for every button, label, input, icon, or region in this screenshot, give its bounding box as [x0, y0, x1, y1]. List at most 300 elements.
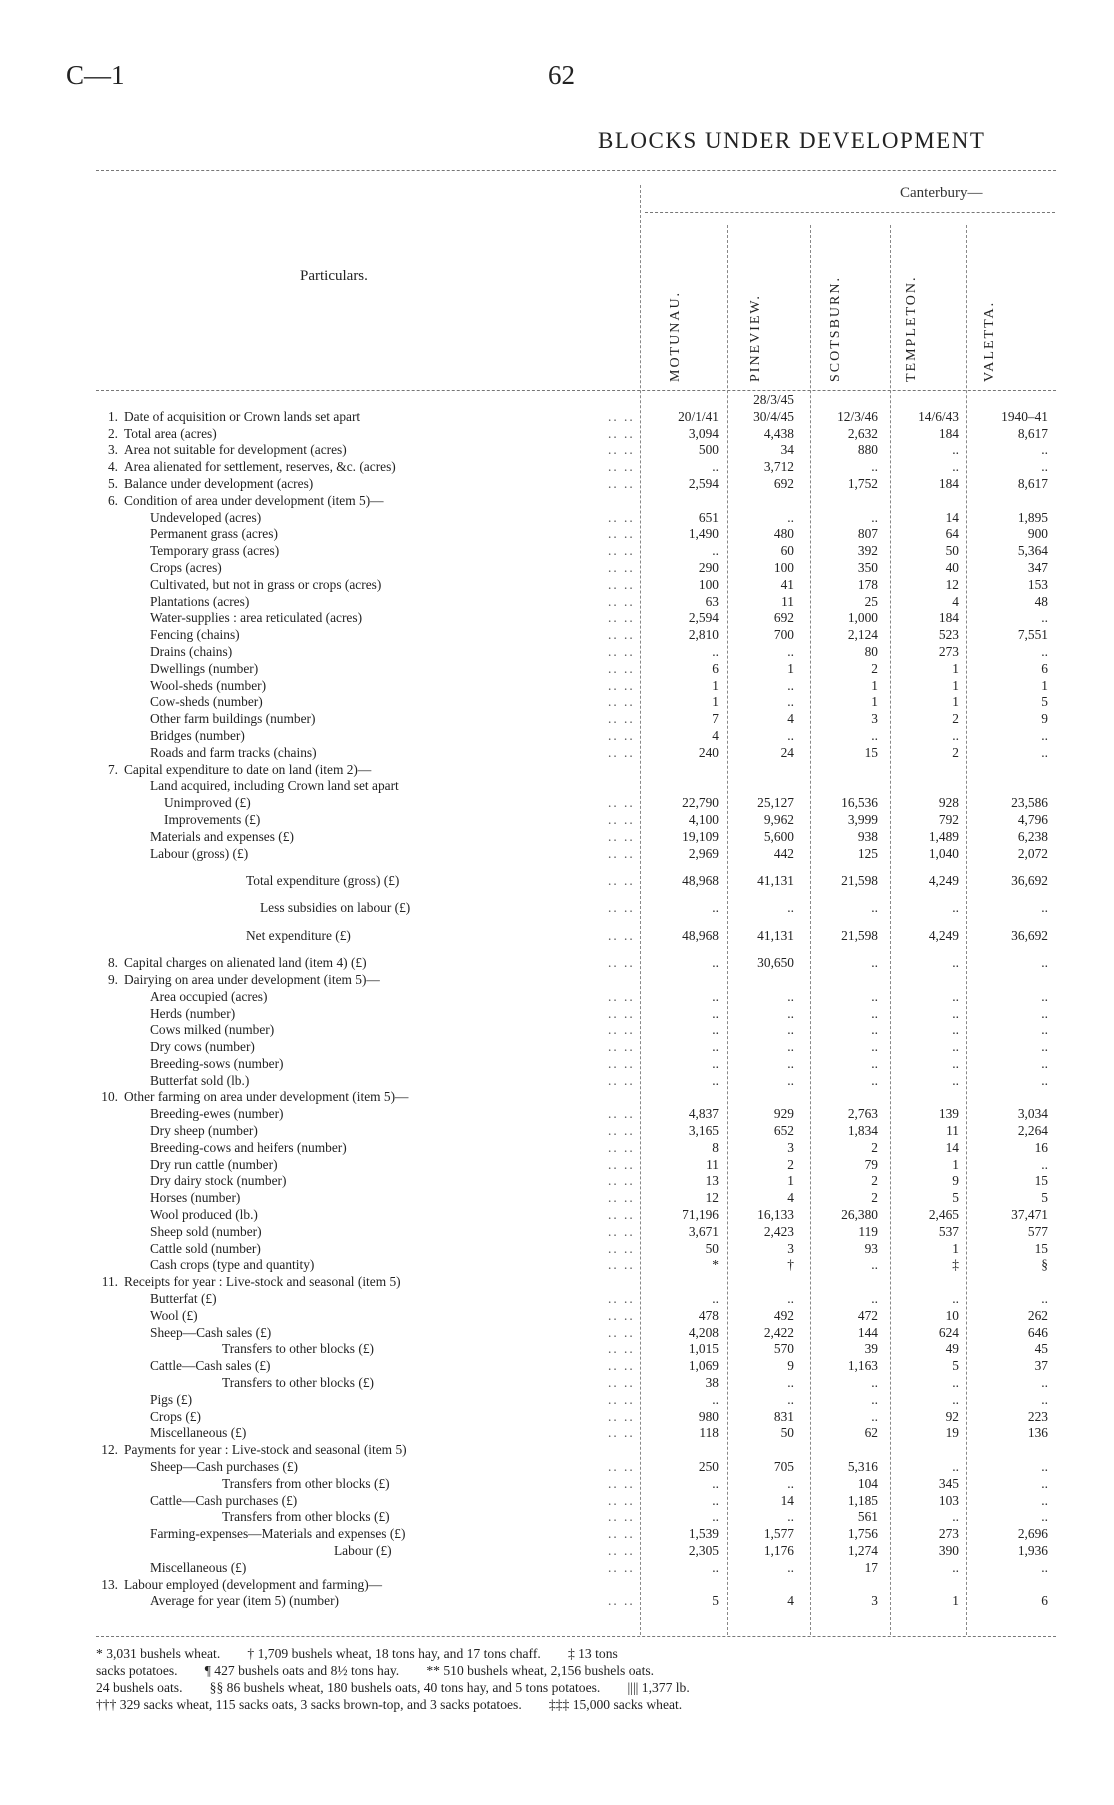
table-cell: 3,999 [847, 811, 878, 827]
table-cell: 2,594 [688, 610, 719, 626]
table-row [88, 1022, 1048, 1039]
table-cell: .. [712, 1039, 719, 1055]
table-cell: ‡ [952, 1257, 959, 1273]
leader-dots: .. .. [608, 1257, 635, 1273]
table-cell: .. [952, 1055, 959, 1071]
leader-dots: .. .. [608, 988, 635, 1004]
table-cell: 23,586 [1011, 795, 1048, 811]
table-cell: .. [712, 1509, 719, 1525]
leader-dots: .. .. [608, 677, 635, 693]
table-cell: .. [1041, 1459, 1048, 1475]
table-cell: 4 [952, 593, 959, 609]
table-cell: .. [787, 1291, 794, 1307]
row-label: Dry cows (number) [150, 1039, 255, 1055]
column-header: TEMPLETON. [904, 275, 919, 382]
row-label: Undeveloped (acres) [150, 509, 262, 525]
table-cell: 30,650 [757, 955, 794, 971]
table-row [88, 1190, 1048, 1207]
table-cell: 2,465 [928, 1207, 959, 1223]
table-cell: .. [1041, 1291, 1048, 1307]
table-row [88, 795, 1048, 812]
table-cell: 15 [1034, 1240, 1048, 1256]
table-cell: 1,069 [688, 1358, 719, 1374]
table-cell: .. [871, 1072, 878, 1088]
row-label: Cattle—Cash sales (£) [150, 1358, 271, 1374]
table-cell: .. [1041, 1022, 1048, 1038]
table-cell: 40 [945, 559, 959, 575]
leader-dots: .. .. [608, 593, 635, 609]
table-cell: 9,962 [763, 811, 794, 827]
leader-dots: .. .. [608, 845, 635, 861]
table-cell: 5 [1041, 694, 1048, 710]
page-number: 62 [548, 60, 575, 90]
row-number: 5. [107, 475, 118, 491]
table-cell: 1,176 [763, 1543, 794, 1558]
table-cell: .. [1041, 643, 1048, 659]
table-cell: 1,163 [847, 1358, 878, 1374]
row-label: Improvements (£) [164, 811, 261, 827]
table-row [88, 1526, 1048, 1543]
table-row [88, 643, 1048, 661]
table-cell: 1,577 [763, 1526, 794, 1542]
table-cell: 392 [857, 543, 878, 559]
table-cell: 184 [938, 425, 959, 441]
table-cell: .. [871, 1039, 878, 1055]
row-label: Wool (£) [150, 1307, 198, 1323]
table-cell: 119 [858, 1223, 878, 1239]
table-cell: .. [952, 1039, 959, 1055]
leader-dots: .. .. [608, 1022, 635, 1038]
table-cell: .. [952, 1022, 959, 1038]
table-cell: 50 [705, 1240, 719, 1256]
table-row [88, 1459, 1048, 1476]
table-cell: 1 [952, 694, 959, 710]
table-row [88, 1425, 1048, 1442]
table-cell: 15 [1034, 1173, 1048, 1189]
table-row [88, 925, 1048, 947]
table-cell: 1,539 [688, 1526, 719, 1542]
table-cell: 537 [938, 1223, 959, 1239]
table-cell: 50 [780, 1425, 794, 1441]
table-cell: † [787, 1257, 794, 1273]
table-cell: 4,249 [928, 873, 959, 889]
leader-dots: .. .. [608, 643, 635, 659]
table-row [88, 778, 1038, 795]
table-cell: 3,094 [688, 425, 719, 441]
table-cell: 1,752 [847, 475, 878, 491]
row-label: Pigs (£) [150, 1391, 193, 1407]
table-cell: 7,551 [1017, 627, 1048, 643]
table-cell: 184 [938, 610, 959, 626]
table-cell: 240 [698, 744, 719, 760]
row-label: Bridges (number) [150, 727, 245, 743]
table-row [88, 526, 1048, 543]
table-cell: .. [871, 1291, 878, 1307]
row-label: Sheep sold (number) [150, 1223, 262, 1239]
table-cell: 5,364 [1017, 543, 1048, 559]
table-cell: 4 [712, 727, 719, 743]
table-cell: 1,936 [1017, 1543, 1048, 1558]
table-cell: 2,264 [1017, 1123, 1048, 1139]
table-row [88, 509, 1048, 527]
table-cell: 3,671 [688, 1223, 719, 1239]
table-cell: .. [952, 1509, 959, 1525]
row-label: Average for year (item 5) (number) [150, 1593, 339, 1609]
row-label: Balance under development (acres) [124, 475, 314, 491]
table-cell: 2 [871, 1139, 878, 1155]
leader-dots: .. .. [608, 1391, 635, 1407]
table-cell: 1 [952, 1156, 959, 1172]
table-cell: 14/6/43 [918, 408, 959, 424]
table-cell: .. [787, 1005, 794, 1021]
table-cell: .. [787, 1391, 794, 1407]
table-cell: .. [787, 1055, 794, 1071]
table-cell: 350 [857, 559, 878, 575]
table-cell: 24 [780, 744, 794, 760]
table-cell: .. [712, 1391, 719, 1407]
table-cell: 2 [871, 660, 878, 676]
row-spacer [88, 947, 1038, 955]
table-cell: 570 [773, 1341, 794, 1357]
table-cell: 223 [1027, 1408, 1048, 1424]
leader-dots: .. .. [608, 1593, 635, 1609]
table-cell: 22,790 [682, 795, 719, 811]
table-cell: .. [712, 643, 719, 659]
table-cell: .. [787, 727, 794, 743]
table-cell: .. [1041, 1375, 1048, 1391]
table-row [88, 1492, 1048, 1510]
row-label: Crops (acres) [150, 559, 222, 575]
table-row [88, 1240, 1048, 1258]
table-cell: 12 [945, 576, 959, 592]
table-row [88, 1509, 1048, 1526]
table-cell: 178 [857, 576, 878, 592]
table-cell: .. [1041, 955, 1048, 971]
table-cell: 2,810 [688, 627, 719, 643]
table-row [88, 1442, 1038, 1459]
leader-dots: .. .. [608, 543, 635, 559]
leader-dots: .. .. [608, 1475, 635, 1491]
table-cell: .. [787, 1375, 794, 1391]
table-row [88, 1106, 1048, 1123]
row-label: Sheep—Cash purchases (£) [150, 1459, 299, 1475]
row-label: Breeding-cows and heifers (number) [150, 1139, 347, 1155]
table-cell: .. [1041, 1072, 1048, 1088]
leader-dots: .. .. [608, 526, 635, 542]
table-cell: 153 [1027, 576, 1048, 592]
table-cell: 11 [706, 1156, 719, 1172]
table-cell: 48,968 [682, 873, 719, 889]
table-cell: .. [871, 1257, 878, 1273]
table-cell: .. [871, 900, 878, 916]
table-cell: .. [787, 1509, 794, 1525]
table-cell: 5,600 [763, 828, 794, 844]
table-cell: 21,598 [841, 873, 878, 889]
leader-dots: .. .. [608, 509, 635, 525]
table-cell: 1 [952, 660, 959, 676]
table-cell: .. [952, 459, 959, 475]
row-number: 6. [107, 492, 118, 508]
table-cell: .. [1041, 1156, 1048, 1172]
table-cell: .. [952, 988, 959, 1004]
table-cell: 792 [938, 811, 959, 827]
table-cell: .. [871, 1022, 878, 1038]
column-header: VALETTA. [982, 300, 997, 382]
table-cell: .. [952, 1459, 959, 1475]
table-cell: 2,422 [763, 1324, 794, 1340]
table-row [88, 811, 1048, 829]
leader-dots: .. .. [608, 559, 635, 575]
table-cell: 3 [787, 1139, 794, 1155]
table-row [88, 1475, 1048, 1493]
table-cell: 92 [945, 1408, 959, 1424]
table-row [88, 576, 1048, 594]
table-cell: 2 [871, 1173, 878, 1189]
table-cell: 492 [773, 1307, 794, 1323]
table-cell: .. [1041, 727, 1048, 743]
row-label: Total area (acres) [124, 425, 217, 441]
table-cell: § [1041, 1257, 1048, 1273]
table-cell: 2,969 [688, 845, 719, 861]
table-cell: 2 [952, 711, 959, 727]
table-cell: 34 [780, 442, 794, 458]
leader-dots: .. .. [608, 828, 635, 844]
table-row [88, 493, 1038, 510]
table-cell: 8,617 [1017, 425, 1048, 441]
leader-dots: .. .. [608, 1526, 635, 1542]
document-title: BLOCKS UNDER DEVELOPMENT [598, 128, 986, 153]
leader-dots: .. .. [608, 1072, 635, 1088]
row-number: 1. [107, 408, 118, 424]
table-cell: 5,316 [847, 1459, 878, 1475]
table-cell: .. [871, 1375, 878, 1391]
table-cell: 118 [699, 1425, 719, 1441]
row-number: 8. [107, 955, 118, 971]
table-cell: 2,696 [1017, 1526, 1048, 1542]
table-cell: .. [712, 1291, 719, 1307]
table-cell: 1 [871, 677, 878, 693]
table-cell: .. [787, 1072, 794, 1088]
table-cell: 646 [1027, 1324, 1048, 1340]
table-row [88, 1307, 1048, 1325]
row-label: Fencing (chains) [150, 627, 240, 643]
table-cell: 16,133 [757, 1207, 794, 1223]
table-row [88, 1005, 1048, 1023]
row-label: Capital charges on alienated land (item 4) (£) [124, 955, 367, 971]
table-cell: 8 [712, 1139, 719, 1155]
table-cell: 577 [1027, 1223, 1048, 1239]
table-cell: .. [1041, 1039, 1048, 1055]
table-cell: 2,763 [847, 1106, 878, 1122]
table-cell: .. [952, 1005, 959, 1021]
row-label: Condition of area under development (item 5)— [124, 492, 384, 508]
table-cell: 2 [952, 744, 959, 760]
table-cell: 93 [864, 1240, 878, 1256]
table-cell: .. [871, 1391, 878, 1407]
table-cell: 1 [952, 1593, 959, 1609]
leader-dots: .. .. [608, 1156, 635, 1172]
table-cell: 28/3/45 [753, 392, 794, 407]
leader-dots: .. .. [608, 1375, 635, 1391]
table-cell: 1,274 [847, 1543, 878, 1558]
table-cell: 71,196 [682, 1207, 719, 1223]
table-row [88, 660, 1048, 678]
row-label: Transfers to other blocks (£) [222, 1341, 374, 1357]
table-cell: 30/4/45 [753, 408, 794, 424]
row-label: Wool produced (lb.) [150, 1207, 258, 1223]
row-label: Roads and farm tracks (chains) [150, 744, 317, 760]
table-cell: .. [952, 955, 959, 971]
leader-dots: .. .. [608, 1055, 635, 1071]
leader-dots: .. .. [608, 576, 635, 592]
table-cell: .. [787, 988, 794, 1004]
row-label: Butterfat (£) [150, 1291, 217, 1307]
table-cell: 3 [787, 1240, 794, 1256]
table-cell: 10 [945, 1307, 959, 1323]
leader-dots: .. .. [608, 1358, 635, 1374]
table-cell: .. [1041, 1005, 1048, 1021]
table-cell: 500 [698, 442, 719, 458]
leader-dots: .. .. [608, 1106, 635, 1122]
leader-dots: .. .. [608, 811, 635, 827]
table-cell: 928 [938, 795, 959, 811]
table-cell: 4,208 [688, 1324, 719, 1340]
footnote-line: sacks potatoes. ¶ 427 bushels oats and 8½ tons hay. ** 510 bushels wheat, 2,156 bushels oats. [96, 1663, 655, 1678]
row-label: Transfers to other blocks (£) [222, 1375, 374, 1391]
table-cell: 50 [945, 543, 959, 559]
table-cell: 1,490 [688, 526, 719, 542]
table-cell: 2,423 [763, 1223, 794, 1239]
table-row [88, 610, 1048, 627]
table-cell: .. [712, 459, 719, 475]
table-cell: 5 [712, 1593, 719, 1609]
row-number: 10. [101, 1089, 118, 1105]
leader-dots: .. .. [608, 744, 635, 760]
table-row [88, 1156, 1048, 1174]
footnote-line: * 3,031 bushels wheat. † 1,709 bushels wheat, 18 tons hay, and 17 tons chaff. ‡ 13 tons [96, 1646, 618, 1661]
row-label: Labour (gross) (£) [150, 845, 249, 861]
table-cell: 273 [938, 643, 959, 659]
table-row [88, 1358, 1048, 1375]
leader-dots: .. .. [608, 1341, 635, 1357]
table-cell: 41,131 [757, 873, 794, 889]
table-cell: 273 [938, 1526, 959, 1542]
leader-dots: .. .. [608, 1173, 635, 1189]
rule-bottom [96, 1636, 1056, 1637]
table-cell: 2 [871, 1190, 878, 1206]
table-cell: 807 [857, 526, 878, 542]
table-cell: .. [1041, 1509, 1048, 1525]
table-cell: 16,536 [841, 795, 878, 811]
table-row [88, 1341, 1048, 1358]
table-cell: .. [871, 727, 878, 743]
table-cell: .. [952, 1291, 959, 1307]
table-cell: 3,712 [763, 459, 794, 475]
row-label: Cultivated, but not in grass or crops (acres) [150, 576, 382, 592]
row-spacer [88, 917, 1038, 925]
row-label: Cows milked (number) [150, 1022, 275, 1038]
table-cell: 4,837 [688, 1106, 719, 1122]
leader-dots: .. .. [608, 711, 635, 727]
table-row [88, 900, 1048, 917]
leader-dots: .. .. [608, 1324, 635, 1340]
table-cell: .. [952, 1375, 959, 1391]
table-row [88, 677, 1048, 695]
table-cell: .. [1041, 1055, 1048, 1071]
table-cell: 1,489 [928, 828, 959, 844]
table-cell: 60 [780, 543, 794, 559]
table-cell: 1,834 [847, 1123, 878, 1139]
table-row [88, 711, 1048, 728]
table-cell: 11 [781, 593, 794, 609]
table-cell: 62 [864, 1425, 878, 1441]
footnotes [96, 1645, 1056, 1713]
table-cell: .. [871, 955, 878, 971]
row-label: Less subsidies on labour (£) [260, 900, 411, 916]
region-heading: Canterbury— [900, 185, 983, 201]
table-cell: 136 [1027, 1425, 1048, 1441]
table-cell: 1,895 [1017, 509, 1048, 525]
row-label: Dry run cattle (number) [150, 1156, 278, 1172]
table-cell: 4 [787, 1190, 794, 1206]
table-cell: .. [952, 1072, 959, 1088]
table-cell: .. [1041, 900, 1048, 916]
leader-dots: .. .. [608, 1291, 635, 1307]
table-cell: 1 [787, 1173, 794, 1189]
table-cell: .. [871, 1408, 878, 1424]
rule-top [96, 170, 1056, 171]
table-cell: 652 [773, 1123, 794, 1139]
row-label: Area occupied (acres) [150, 988, 268, 1004]
table-cell: 4,796 [1017, 811, 1048, 827]
table-cell: 49 [945, 1341, 959, 1357]
table-row [88, 1223, 1048, 1241]
table-cell: 21,598 [841, 928, 878, 944]
leader-dots: .. .. [608, 873, 635, 889]
table-cell: 184 [938, 475, 959, 491]
table-row [88, 870, 1048, 892]
row-label: Dwellings (number) [150, 660, 259, 676]
leader-dots: .. .. [608, 1039, 635, 1055]
table-cell: 3,034 [1017, 1106, 1048, 1122]
leader-dots: .. .. [608, 955, 635, 971]
table-body [88, 392, 1048, 1610]
table-cell: 39 [864, 1341, 878, 1357]
table-cell: 290 [698, 559, 719, 575]
table-cell: 8,617 [1017, 475, 1048, 491]
table-cell: 11 [946, 1123, 959, 1139]
table-cell: .. [952, 727, 959, 743]
table-cell: 45 [1034, 1341, 1048, 1357]
table-cell: 1940–41 [1001, 408, 1048, 424]
table-cell: .. [712, 543, 719, 559]
row-label: Area not suitable for development (acres) [124, 442, 347, 458]
leader-dots: .. .. [608, 1559, 635, 1575]
row-label: Capital expenditure to date on land (item 2)— [124, 761, 372, 777]
table-cell: 36,692 [1011, 873, 1048, 889]
table-cell: .. [952, 1391, 959, 1407]
table-cell: .. [1041, 459, 1048, 475]
table-cell: 2,124 [847, 627, 878, 643]
table-cell: .. [871, 1055, 878, 1071]
table-row [88, 408, 1048, 426]
row-spacer [88, 892, 1038, 900]
table-cell: 7 [712, 711, 719, 727]
table-cell: .. [871, 988, 878, 1004]
table-row [88, 845, 1048, 863]
table-cell: 9 [952, 1173, 959, 1189]
table-cell: 25,127 [757, 795, 794, 811]
